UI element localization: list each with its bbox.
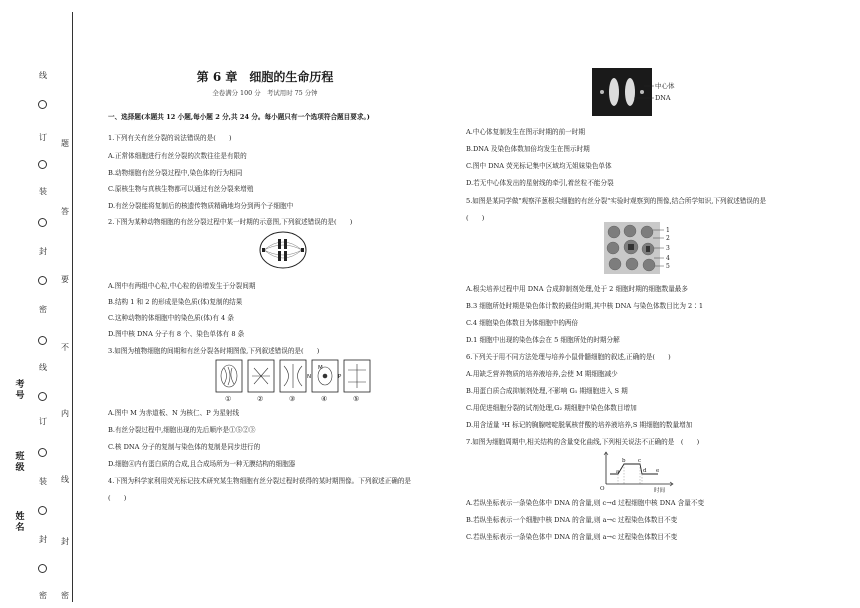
gutter-circle-icon <box>38 506 47 515</box>
q2-cell-figure <box>258 230 308 270</box>
q2-option-a: A.图中有两组中心粒,中心粒的倍增发生于分裂间期 <box>108 282 256 290</box>
page-title: 第 6 章 细胞的生命历程 <box>196 70 334 84</box>
gutter-outer-char: 装 <box>39 477 47 486</box>
gutter-circle-icon <box>38 100 47 109</box>
gutter-inner-char: 密 <box>61 591 69 600</box>
q7-graph-figure <box>596 450 676 494</box>
q4-option-b: B.DNA 及染色体数加倍均发生在图示时期 <box>466 145 590 153</box>
q6-option-c: C.用促进细胞分裂的试剂处理,G₂ 期细胞中染色体数目增加 <box>466 404 637 412</box>
q4-fluorescence-figure <box>592 68 688 116</box>
gutter-circle-icon <box>38 448 47 457</box>
gutter-circle-icon <box>38 218 47 227</box>
class-label: 班级 <box>15 452 25 473</box>
q5-option-c: C.4 细胞染色体数目为体细胞中的两倍 <box>466 319 579 327</box>
q3-label-1: ① <box>225 395 232 402</box>
q1-option-c: C.原核生物与真核生物都可以通过有丝分裂来增殖 <box>108 185 254 193</box>
gutter-inner-char: 不 <box>61 343 69 352</box>
q4-option-c: C.图中 DNA 荧光标记集中区域均无姐妹染色单体 <box>466 162 612 170</box>
q7-point-b: b <box>622 458 626 464</box>
q3-option-d: D.细胞④内有蛋白质的合成,且合成场所为一种无膜结构的细胞器 <box>108 460 296 468</box>
q7-point-d: d <box>643 468 647 474</box>
q6-stem: 6.下列关于用不同方法处理与培养小鼠骨髓细胞的叙述,正确的是( ) <box>466 353 671 361</box>
q5-label-4: 4 <box>666 255 670 262</box>
section-heading: 一、选择题(本题共 12 小题,每小题 2 分,共 24 分。每小题只有一个选项符合题目要求。) <box>108 113 370 121</box>
q3-label-5: ⑤ <box>353 395 360 402</box>
gutter-outer-char: 线 <box>39 71 47 80</box>
q5-option-d: D.1 细胞中出现的染色体会在 5 细胞所处的时期分解 <box>466 336 620 344</box>
q2-option-c: C.这种动物的体细胞中的染色质(体)有 4 条 <box>108 314 234 322</box>
q2-option-d: D.图中核 DNA 分子有 8 个、染色单体有 8 条 <box>108 330 245 338</box>
page-subtitle: 全卷满分 100 分 考试用时 75 分钟 <box>212 89 318 97</box>
gutter-inner-char: 封 <box>61 537 69 546</box>
q2-stem: 2.下图为某种动物细胞的有丝分裂过程中某一时期的示意图,下列叙述错误的是( ) <box>108 218 353 226</box>
gutter-outer-char: 封 <box>39 247 47 256</box>
q5-micrograph-figure <box>604 222 674 274</box>
q3-stem: 3.如图为植物细胞的间期和有丝分裂各时期图像,下列叙述错误的是( ) <box>108 347 320 355</box>
q4-stem-line2: ( ) <box>108 494 127 502</box>
q6-option-b: B.用蛋白质合成抑制剂处理,不影响 G₁ 期细胞进入 S 期 <box>466 387 628 395</box>
gutter-circle-icon <box>38 160 47 169</box>
q5-label-3: 3 <box>666 245 670 252</box>
svg-text:M: M <box>318 365 323 371</box>
q5-label-5: 5 <box>666 263 670 270</box>
gutter-circle-icon <box>38 276 47 285</box>
q5-stem-line2: ( ) <box>466 214 485 222</box>
name-label: 姓名 <box>15 512 25 533</box>
q7-option-b: B.若纵坐标表示一个细胞中核 DNA 的含量,则 a→c 过程染色体数目不变 <box>466 516 678 524</box>
svg-text:P: P <box>338 374 342 380</box>
q7-stem: 7.如图为细胞周期中,相关结构的含量变化曲线,下列相关说法不正确的是 ( ) <box>466 438 700 446</box>
gutter-inner-char: 题 <box>61 139 69 148</box>
binding-line <box>72 12 73 602</box>
gutter-inner-char: 答 <box>61 207 69 216</box>
q1-option-a: A.正常体细胞进行有丝分裂的次数往往是有限的 <box>108 152 247 160</box>
gutter-circle-icon <box>38 564 47 573</box>
q7-xlabel: 时间 <box>654 488 666 494</box>
gutter-outer-char: 订 <box>39 417 47 426</box>
gutter-outer-char: 订 <box>39 133 47 142</box>
q3-option-c: C.核 DNA 分子的复制与染色体的复制是同步进行的 <box>108 443 261 451</box>
q5-option-a: A.根尖培养过程中用 DNA 合成抑制剂处理,处于 2 细胞时期的细胞数量最多 <box>466 285 688 293</box>
gutter-outer-char: 密 <box>39 591 47 600</box>
q2-option-b: B.结构 1 和 2 的形成是染色质(体)复制的结果 <box>108 298 243 306</box>
q3-label-3: ③ <box>289 395 296 402</box>
q7-origin: O <box>600 486 605 492</box>
gutter-inner-char: 要 <box>61 275 69 284</box>
gutter-inner-char: 线 <box>61 475 69 484</box>
gutter-outer-char: 线 <box>39 363 47 372</box>
q6-option-a: A.用缺乏营养物质的培养液培养,会使 M 期细胞减少 <box>466 370 618 378</box>
q1-option-d: D.有丝分裂能将复制后的核遗传物质精确地均分到两个子细胞中 <box>108 202 294 210</box>
q7-point-c: c <box>638 458 642 464</box>
centrosome-label: 中心体 <box>655 82 675 90</box>
q7-option-a: A.若纵坐标表示一条染色体中 DNA 的含量,则 c→d 过程细胞中核 DNA 含量不变 <box>466 499 705 507</box>
exam-number-label: 考号 <box>15 380 25 401</box>
q5-stem-line1: 5.如图是某同学做"观察洋葱根尖细胞的有丝分裂"实验时观察到的图像,结合所学知识,下列叙述错误的是 <box>466 197 767 205</box>
q3-option-a: A.图中 M 为赤道板、N 为核仁、P 为星射线 <box>108 409 240 417</box>
q4-option-d: D.若无中心体发出的星射线的牵引,着丝粒不能分裂 <box>466 179 614 187</box>
q7-option-c: C.若纵坐标表示一条染色体中 DNA 的含量,则 a→c 过程染色体数目不变 <box>466 533 678 541</box>
gutter-inner-char: 内 <box>61 409 69 418</box>
q3-cells-figure <box>214 358 376 402</box>
q6-option-d: D.用含适量 ³H 标记的胸腺嘧啶脱氧核苷酸的培养液培养,S 期细胞的数量增加 <box>466 421 693 429</box>
gutter-outer-char: 装 <box>39 187 47 196</box>
q5-label-2: 2 <box>666 235 670 242</box>
q1-option-b: B.动物细胞有丝分裂过程中,染色体的行为相同 <box>108 169 243 177</box>
gutter-outer-char: 封 <box>39 535 47 544</box>
q5-label-1: 1 <box>666 227 670 234</box>
dna-label: DNA <box>655 94 671 102</box>
svg-text:N: N <box>307 374 312 380</box>
gutter-circle-icon <box>38 392 47 401</box>
q4-option-a: A.中心体复制发生在图示时期的前一时期 <box>466 128 585 136</box>
q3-label-4: ④ <box>321 395 328 402</box>
gutter-circle-icon <box>38 336 47 345</box>
gutter-outer-char: 密 <box>39 305 47 314</box>
q4-stem-line1: 4.下图为科学家利用荧光标记技术研究某生物细胞有丝分裂过程时获得的某时期图像。下列叙述正确的是 <box>108 477 412 485</box>
q7-point-a: a <box>616 469 620 475</box>
q3-option-b: B.有丝分裂过程中,细胞出现的先后顺序是①⑤②③ <box>108 426 256 434</box>
q3-label-2: ② <box>257 395 264 402</box>
q1-stem: 1.下列有关有丝分裂的说法错误的是( ) <box>108 134 232 142</box>
q5-option-b: B.3 细胞所处时期是染色体计数的最佳时期,其中核 DNA 与染色体数目比为 2∶1 <box>466 302 704 310</box>
q7-point-e: e <box>656 468 660 474</box>
